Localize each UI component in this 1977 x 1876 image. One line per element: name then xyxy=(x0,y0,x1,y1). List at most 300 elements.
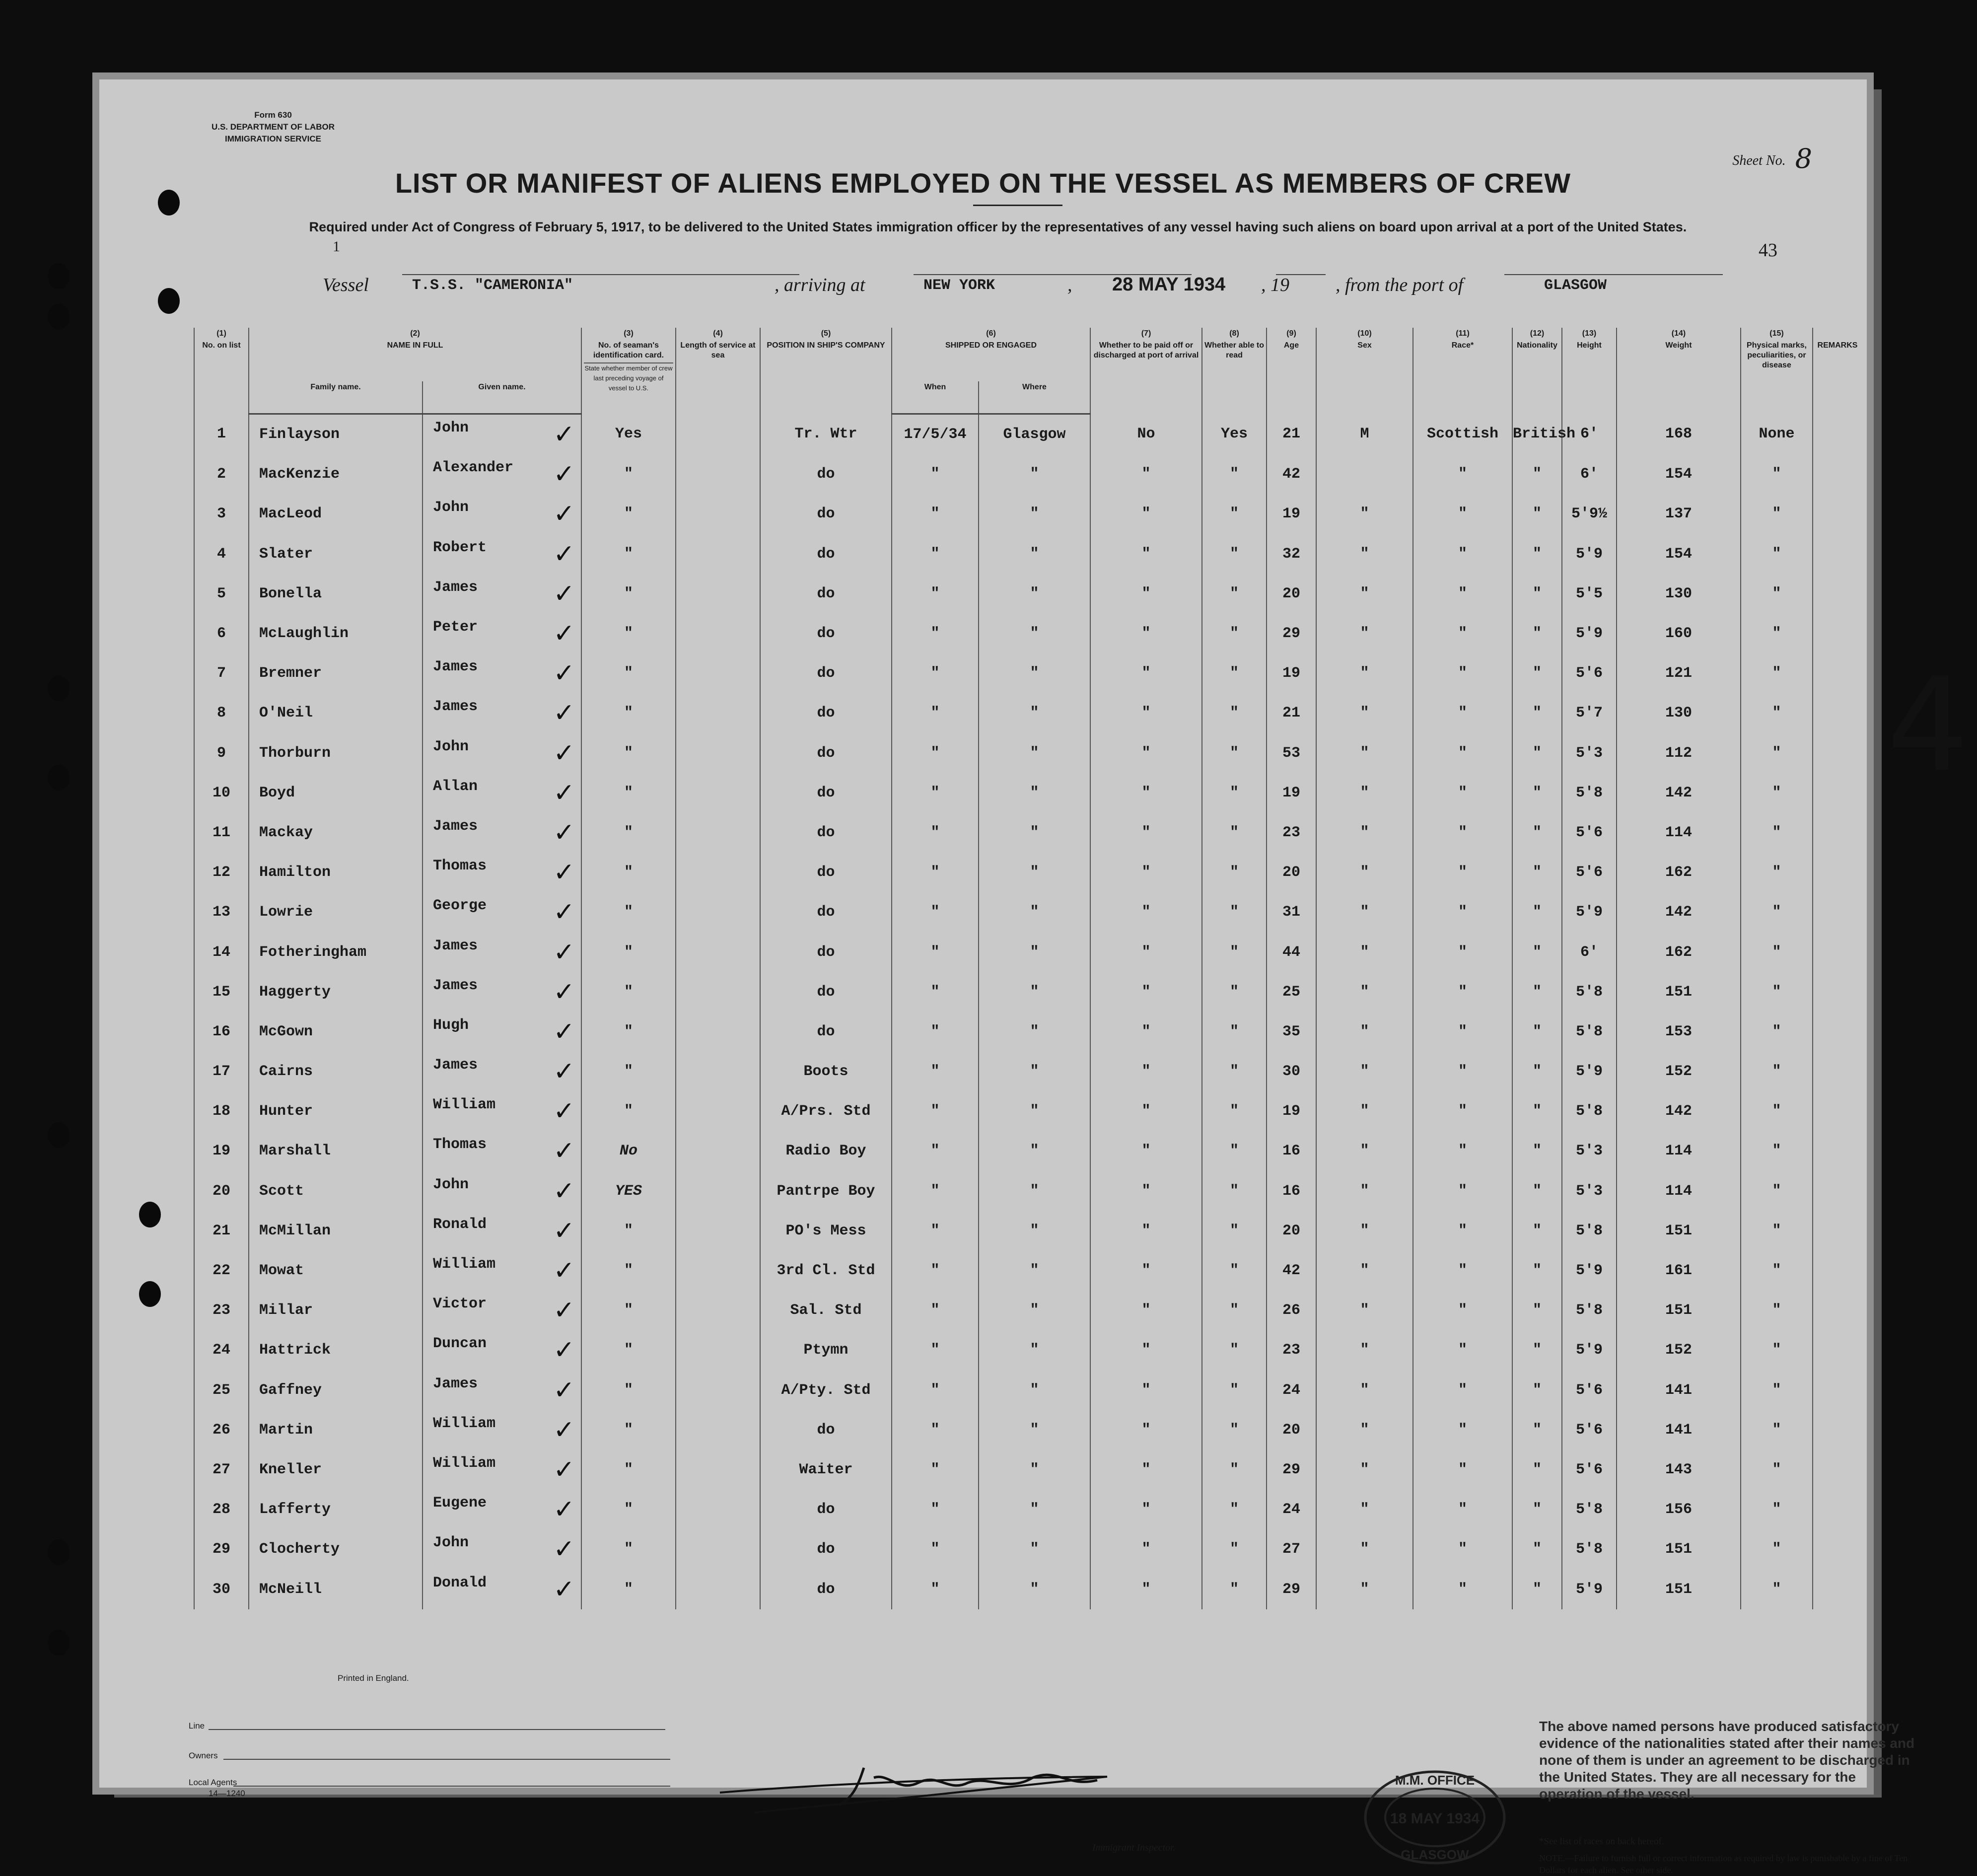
given-name: Allan xyxy=(433,778,478,795)
able-to-read-cell: Yes xyxy=(1202,414,1267,455)
given-name: James xyxy=(433,1375,478,1392)
shipped-when-cell: " xyxy=(892,693,979,733)
given-name: Hugh xyxy=(433,1016,469,1034)
able-to-read-cell: " xyxy=(1202,653,1267,693)
nationality-cell: " xyxy=(1512,853,1562,892)
col-num-15: (15) xyxy=(1741,328,1813,340)
row-number-cell: 7 xyxy=(194,653,249,693)
sex-cell: " xyxy=(1316,1410,1413,1450)
nationality-cell: " xyxy=(1512,574,1562,614)
shipped-when-cell: " xyxy=(892,853,979,892)
nationality-cell: " xyxy=(1512,614,1562,653)
margin-tally-number: 4 xyxy=(1887,650,1969,800)
family-name-cell: Bremner xyxy=(249,653,423,693)
given-name-cell xyxy=(423,574,581,614)
given-name-cell xyxy=(423,1371,581,1410)
able-to-read-cell: " xyxy=(1202,1211,1267,1251)
race-cell: " xyxy=(1413,534,1512,574)
race-cell: " xyxy=(1413,614,1512,653)
given-name: James xyxy=(433,817,478,835)
paid-off-cell: " xyxy=(1090,813,1202,853)
able-to-read-cell: " xyxy=(1202,1371,1267,1410)
line-label: Line xyxy=(189,1721,205,1731)
nationality-cell: " xyxy=(1512,454,1562,494)
remarks-cell xyxy=(1813,414,1862,455)
physical-marks-cell: None xyxy=(1741,414,1813,455)
manifest-sheet xyxy=(99,79,1969,1875)
weight-cell: 142 xyxy=(1617,892,1741,932)
shipped-when-cell: " xyxy=(892,653,979,693)
id-card-status-cell: " xyxy=(581,1211,676,1251)
height-cell: 5'9 xyxy=(1562,1251,1617,1291)
id-card-status-cell: " xyxy=(581,932,676,972)
height-cell: 5'9 xyxy=(1562,1052,1617,1091)
table-row xyxy=(194,1330,1862,1370)
height-cell: 5'6 xyxy=(1562,853,1617,892)
length-of-service-cell xyxy=(676,1131,760,1171)
length-of-service-cell xyxy=(676,1529,760,1569)
paid-off-cell: " xyxy=(1090,1371,1202,1410)
nationality-cell: " xyxy=(1512,1012,1562,1052)
header-where: Where xyxy=(979,381,1090,414)
position-cell: do xyxy=(760,653,892,693)
remarks-cell xyxy=(1813,853,1862,892)
height-cell: 5'6 xyxy=(1562,813,1617,853)
header-height: Height xyxy=(1562,340,1617,414)
given-name: George xyxy=(433,897,487,915)
height-cell: 5'8 xyxy=(1562,773,1617,813)
weight-cell: 160 xyxy=(1617,614,1741,653)
shipped-where-cell: " xyxy=(979,932,1090,972)
required-text: Required under Act of Congress of February 5, 1917, to be delivered to the United States immigration officer by the representatives of any vessel having such aliens on board upon arrival at a port of the United States. xyxy=(309,219,1687,234)
nationality-cell: " xyxy=(1512,1171,1562,1211)
shipped-where-cell: " xyxy=(979,454,1090,494)
age-cell: 25 xyxy=(1267,972,1316,1012)
shipped-where-cell: Glasgow xyxy=(979,414,1090,455)
shipped-where-cell: " xyxy=(979,574,1090,614)
family-name-cell: Haggerty xyxy=(249,972,423,1012)
family-name-cell: Clocherty xyxy=(249,1529,423,1569)
weight-cell: 162 xyxy=(1617,853,1741,892)
crew-table xyxy=(194,328,1862,1609)
shipped-where-cell: " xyxy=(979,1012,1090,1052)
given-name: Victor xyxy=(433,1296,487,1313)
nationality-cell: " xyxy=(1512,1291,1562,1330)
height-cell: 5'9½ xyxy=(1562,494,1617,534)
position-cell: do xyxy=(760,892,892,932)
age-cell: 16 xyxy=(1267,1171,1316,1211)
age-cell: 20 xyxy=(1267,853,1316,892)
weight-cell: 142 xyxy=(1617,773,1741,813)
given-name: Thomas xyxy=(433,858,487,875)
nationality-cell: " xyxy=(1512,733,1562,773)
header-when: When xyxy=(892,381,979,414)
checkmark-icon: ✓ xyxy=(553,738,575,768)
nationality-cell: " xyxy=(1512,494,1562,534)
height-cell: 5'8 xyxy=(1562,1091,1617,1131)
page-title: LIST OR MANIFEST OF ALIENS EMPLOYED ON THE VESSEL AS MEMBERS OF CREW xyxy=(395,167,1571,199)
row-number-cell: 20 xyxy=(194,1171,249,1211)
paid-off-cell: " xyxy=(1090,534,1202,574)
height-cell: 5'8 xyxy=(1562,1291,1617,1330)
able-to-read-cell: " xyxy=(1202,1251,1267,1291)
checkmark-icon: ✓ xyxy=(553,1335,575,1366)
form-number: Form 630 xyxy=(254,110,292,120)
row-number-cell: 29 xyxy=(194,1529,249,1569)
nationality-cell: " xyxy=(1512,813,1562,853)
position-cell: do xyxy=(760,1012,892,1052)
sex-cell: " xyxy=(1316,534,1413,574)
physical-marks-cell: " xyxy=(1741,733,1813,773)
sex-cell: " xyxy=(1316,1529,1413,1569)
position-cell: Sal. Std xyxy=(760,1291,892,1330)
age-cell: 16 xyxy=(1267,1131,1316,1171)
shipped-when-cell: " xyxy=(892,1251,979,1291)
physical-marks-cell: " xyxy=(1741,853,1813,892)
weight-cell: 168 xyxy=(1617,414,1741,455)
given-name-cell xyxy=(423,1330,581,1370)
sex-cell: " xyxy=(1316,1131,1413,1171)
family-name-cell: Gaffney xyxy=(249,1371,423,1410)
row-number-cell: 26 xyxy=(194,1410,249,1450)
shipped-where-cell: " xyxy=(979,614,1090,653)
remarks-cell xyxy=(1813,1450,1862,1490)
checkmark-icon: ✓ xyxy=(553,698,575,728)
shipped-when-cell: " xyxy=(892,1450,979,1490)
remarks-cell xyxy=(1813,1291,1862,1330)
binder-hole xyxy=(48,1539,70,1565)
shipped-when-cell: " xyxy=(892,534,979,574)
binder-hole xyxy=(48,304,70,330)
physical-marks-cell: " xyxy=(1741,653,1813,693)
given-name-cell xyxy=(423,892,581,932)
shipped-where-cell: " xyxy=(979,1371,1090,1410)
row-number-cell: 11 xyxy=(194,813,249,853)
shipped-where-cell: " xyxy=(979,1131,1090,1171)
checkmark-icon: ✓ xyxy=(553,897,575,928)
table-row xyxy=(194,414,1862,455)
checkmark-icon: ✓ xyxy=(553,1057,575,1087)
family-name-cell: O'Neil xyxy=(249,693,423,733)
arrival-date: 28 MAY 1934 xyxy=(1112,274,1226,295)
paid-off-cell: " xyxy=(1090,574,1202,614)
race-cell: " xyxy=(1413,1251,1512,1291)
remarks-cell xyxy=(1813,892,1862,932)
id-card-status-cell: YES xyxy=(581,1171,676,1211)
position-cell: do xyxy=(760,1569,892,1609)
paid-off-cell: " xyxy=(1090,1012,1202,1052)
physical-marks-cell: " xyxy=(1741,1131,1813,1171)
table-row xyxy=(194,892,1862,932)
shipped-when-cell: " xyxy=(892,1171,979,1211)
paid-off-cell: " xyxy=(1090,614,1202,653)
margin-mark: 1 xyxy=(333,238,340,255)
row-number-cell: 10 xyxy=(194,773,249,813)
remarks-cell xyxy=(1813,1490,1862,1529)
table-row xyxy=(194,1569,1862,1609)
id-card-status-cell: " xyxy=(581,1251,676,1291)
owners-underline xyxy=(223,1759,670,1760)
position-cell: PO's Mess xyxy=(760,1211,892,1251)
paid-off-cell: " xyxy=(1090,1291,1202,1330)
vessel-line xyxy=(323,274,1713,304)
length-of-service-cell xyxy=(676,1330,760,1370)
checkmark-icon: ✓ xyxy=(553,817,575,848)
given-name: William xyxy=(433,1415,496,1432)
printed-in-england: Printed in England. xyxy=(338,1673,409,1683)
able-to-read-cell: " xyxy=(1202,454,1267,494)
nationality-cell: " xyxy=(1512,1529,1562,1569)
shipped-where-cell: " xyxy=(979,653,1090,693)
checkmark-icon: ✓ xyxy=(553,977,575,1007)
weight-cell: 154 xyxy=(1617,534,1741,574)
height-cell: 5'9 xyxy=(1562,614,1617,653)
binder-hole xyxy=(48,675,70,701)
remarks-cell xyxy=(1813,1052,1862,1091)
race-cell: " xyxy=(1413,1330,1512,1370)
length-of-service-cell xyxy=(676,1091,760,1131)
physical-marks-cell: " xyxy=(1741,1569,1813,1609)
header-id-card-title: No. of seaman's identification card. xyxy=(593,341,664,360)
stamp-bottom-text: GLASGOW xyxy=(1401,1847,1469,1862)
header-read: Whether able to read xyxy=(1202,340,1267,414)
agents-label: Local Agents xyxy=(189,1778,237,1787)
checkmark-icon: ✓ xyxy=(553,499,575,529)
col-num-8: (8) xyxy=(1202,328,1267,340)
age-cell: 24 xyxy=(1267,1371,1316,1410)
column-header-row xyxy=(194,340,1862,381)
physical-marks-cell: " xyxy=(1741,1330,1813,1370)
position-cell: do xyxy=(760,932,892,972)
header-length-service: Length of service at sea xyxy=(676,340,760,414)
paid-off-cell: " xyxy=(1090,1091,1202,1131)
race-cell: " xyxy=(1413,574,1512,614)
shipped-when-cell: " xyxy=(892,1410,979,1450)
nationality-cell: British xyxy=(1512,414,1562,455)
department-name: U.S. DEPARTMENT OF LABOR xyxy=(211,122,335,132)
age-cell: 19 xyxy=(1267,773,1316,813)
weight-cell: 162 xyxy=(1617,932,1741,972)
weight-cell: 152 xyxy=(1617,1052,1741,1091)
remarks-cell xyxy=(1813,1569,1862,1609)
physical-marks-cell: " xyxy=(1741,1490,1813,1529)
age-cell: 20 xyxy=(1267,1410,1316,1450)
age-cell: 53 xyxy=(1267,733,1316,773)
given-name: James xyxy=(433,698,478,716)
nationality-cell: " xyxy=(1512,1371,1562,1410)
remarks-cell xyxy=(1813,614,1862,653)
remarks-cell xyxy=(1813,1529,1862,1569)
able-to-read-cell: " xyxy=(1202,1450,1267,1490)
physical-marks-cell: " xyxy=(1741,1291,1813,1330)
row-number-cell: 4 xyxy=(194,534,249,574)
sex-cell: " xyxy=(1316,853,1413,892)
age-cell: 29 xyxy=(1267,1569,1316,1609)
declaration-text: The above named persons have produced satisfactory evidence of the nationalities stated after their names and none of them is under an agreement to be discharged in the United States. They are all necessary for the operation of the vessel. xyxy=(1539,1719,1915,1802)
table-row xyxy=(194,693,1862,733)
able-to-read-cell: " xyxy=(1202,972,1267,1012)
race-cell: " xyxy=(1413,1211,1512,1251)
given-name: William xyxy=(433,1096,496,1114)
remarks-cell xyxy=(1813,813,1862,853)
race-cell: " xyxy=(1413,733,1512,773)
row-number-cell: 25 xyxy=(194,1371,249,1410)
id-card-status-cell: " xyxy=(581,1091,676,1131)
shipped-where-cell: " xyxy=(979,1052,1090,1091)
race-cell: " xyxy=(1413,1291,1512,1330)
id-card-status-cell: " xyxy=(581,972,676,1012)
shipped-when-cell: " xyxy=(892,733,979,773)
race-cell: " xyxy=(1413,1131,1512,1171)
given-name: Duncan xyxy=(433,1335,487,1353)
physical-marks-cell: " xyxy=(1741,1410,1813,1450)
date-comma: , xyxy=(1067,275,1072,295)
nationality-cell: " xyxy=(1512,693,1562,733)
sex-cell: " xyxy=(1316,733,1413,773)
checkmark-icon: ✓ xyxy=(553,1016,575,1047)
position-cell: do xyxy=(760,773,892,813)
physical-marks-cell: " xyxy=(1741,932,1813,972)
remarks-cell xyxy=(1813,1171,1862,1211)
table-row xyxy=(194,1211,1862,1251)
physical-marks-cell: " xyxy=(1741,1251,1813,1291)
row-number-cell: 22 xyxy=(194,1251,249,1291)
sex-cell: " xyxy=(1316,1052,1413,1091)
race-cell: Scottish xyxy=(1413,414,1512,455)
physical-marks-cell: " xyxy=(1741,1450,1813,1490)
given-name: John xyxy=(433,1176,469,1193)
header-remarks: REMARKS xyxy=(1813,340,1862,414)
given-name: James xyxy=(433,977,478,994)
race-cell: " xyxy=(1413,972,1512,1012)
position-cell: do xyxy=(760,693,892,733)
position-cell: do xyxy=(760,1490,892,1529)
table-row xyxy=(194,773,1862,813)
id-card-status-cell: " xyxy=(581,1012,676,1052)
binder-hole xyxy=(48,765,70,791)
given-name-cell xyxy=(423,1529,581,1569)
shipped-when-cell: " xyxy=(892,1330,979,1370)
paid-off-cell: " xyxy=(1090,1251,1202,1291)
arriving-label: , arriving at xyxy=(775,275,865,295)
family-name-cell: Mowat xyxy=(249,1251,423,1291)
table-row xyxy=(194,1012,1862,1052)
header-race: Race* xyxy=(1413,340,1512,414)
header-position: POSITION IN SHIP'S COMPANY xyxy=(760,340,892,414)
family-name-cell: Slater xyxy=(249,534,423,574)
given-name: James xyxy=(433,1057,478,1074)
height-cell: 6' xyxy=(1562,932,1617,972)
checkmark-icon: ✓ xyxy=(553,937,575,967)
given-name-cell xyxy=(423,733,581,773)
shipped-when-cell: " xyxy=(892,1569,979,1609)
col-num-7: (7) xyxy=(1090,328,1202,340)
family-name-cell: Millar xyxy=(249,1291,423,1330)
given-name: Thomas xyxy=(433,1136,487,1154)
weight-cell: 114 xyxy=(1617,1131,1741,1171)
paid-off-cell: " xyxy=(1090,1569,1202,1609)
physical-marks-cell: " xyxy=(1741,1211,1813,1251)
sex-cell: " xyxy=(1316,614,1413,653)
sex-cell: " xyxy=(1316,932,1413,972)
nationality-cell: " xyxy=(1512,653,1562,693)
length-of-service-cell xyxy=(676,1371,760,1410)
shipped-where-cell: " xyxy=(979,972,1090,1012)
id-card-status-cell: " xyxy=(581,614,676,653)
binder-hole xyxy=(48,263,70,289)
weight-cell: 161 xyxy=(1617,1251,1741,1291)
given-name-cell xyxy=(423,1410,581,1450)
owners-label: Owners xyxy=(189,1751,218,1760)
able-to-read-cell: " xyxy=(1202,693,1267,733)
given-name-cell xyxy=(423,414,581,455)
length-of-service-cell xyxy=(676,1211,760,1251)
given-name: Alexander xyxy=(433,459,514,477)
length-of-service-cell xyxy=(676,614,760,653)
weight-cell: 137 xyxy=(1617,494,1741,534)
col-num-3: (3) xyxy=(581,328,676,340)
remarks-cell xyxy=(1813,494,1862,534)
table-row xyxy=(194,733,1862,773)
table-row xyxy=(194,1171,1862,1211)
table-row xyxy=(194,454,1862,494)
sex-cell: " xyxy=(1316,1091,1413,1131)
family-name-cell: Mackay xyxy=(249,813,423,853)
row-number-cell: 15 xyxy=(194,972,249,1012)
shipped-when-cell: " xyxy=(892,773,979,813)
table-row xyxy=(194,1371,1862,1410)
family-name-cell: Martin xyxy=(249,1410,423,1450)
position-cell: Radio Boy xyxy=(760,1131,892,1171)
shipped-when-cell: " xyxy=(892,1371,979,1410)
sex-cell: M xyxy=(1316,414,1413,455)
weight-cell: 151 xyxy=(1617,1211,1741,1251)
race-cell: " xyxy=(1413,1529,1512,1569)
family-name-cell: Scott xyxy=(249,1171,423,1211)
physical-marks-cell: " xyxy=(1741,1371,1813,1410)
given-name: John xyxy=(433,1534,469,1552)
row-number-cell: 24 xyxy=(194,1330,249,1370)
height-cell: 5'9 xyxy=(1562,1330,1617,1370)
paid-off-cell: " xyxy=(1090,693,1202,733)
binder-hole xyxy=(158,190,180,216)
shipped-when-cell: " xyxy=(892,574,979,614)
given-name: James xyxy=(433,658,478,676)
binder-hole xyxy=(158,288,180,314)
shipped-when-cell: " xyxy=(892,614,979,653)
shipped-when-cell: 17/5/34 xyxy=(892,414,979,455)
able-to-read-cell: " xyxy=(1202,1569,1267,1609)
age-cell: 20 xyxy=(1267,1211,1316,1251)
year-label: , 19 xyxy=(1261,275,1289,295)
shipped-where-cell: " xyxy=(979,1171,1090,1211)
nationality-cell: " xyxy=(1512,1490,1562,1529)
length-of-service-cell xyxy=(676,853,760,892)
id-card-status-cell: " xyxy=(581,1569,676,1609)
given-name-cell xyxy=(423,653,581,693)
id-card-status-cell: " xyxy=(581,853,676,892)
weight-cell: 114 xyxy=(1617,813,1741,853)
race-cell: " xyxy=(1413,813,1512,853)
table-row xyxy=(194,1251,1862,1291)
physical-marks-cell: " xyxy=(1741,614,1813,653)
nationality-cell: " xyxy=(1512,773,1562,813)
checkmark-icon: ✓ xyxy=(553,539,575,569)
race-cell: " xyxy=(1413,1171,1512,1211)
checkmark-icon: ✓ xyxy=(553,858,575,888)
family-name-cell: Lowrie xyxy=(249,892,423,932)
shipped-where-cell: " xyxy=(979,733,1090,773)
